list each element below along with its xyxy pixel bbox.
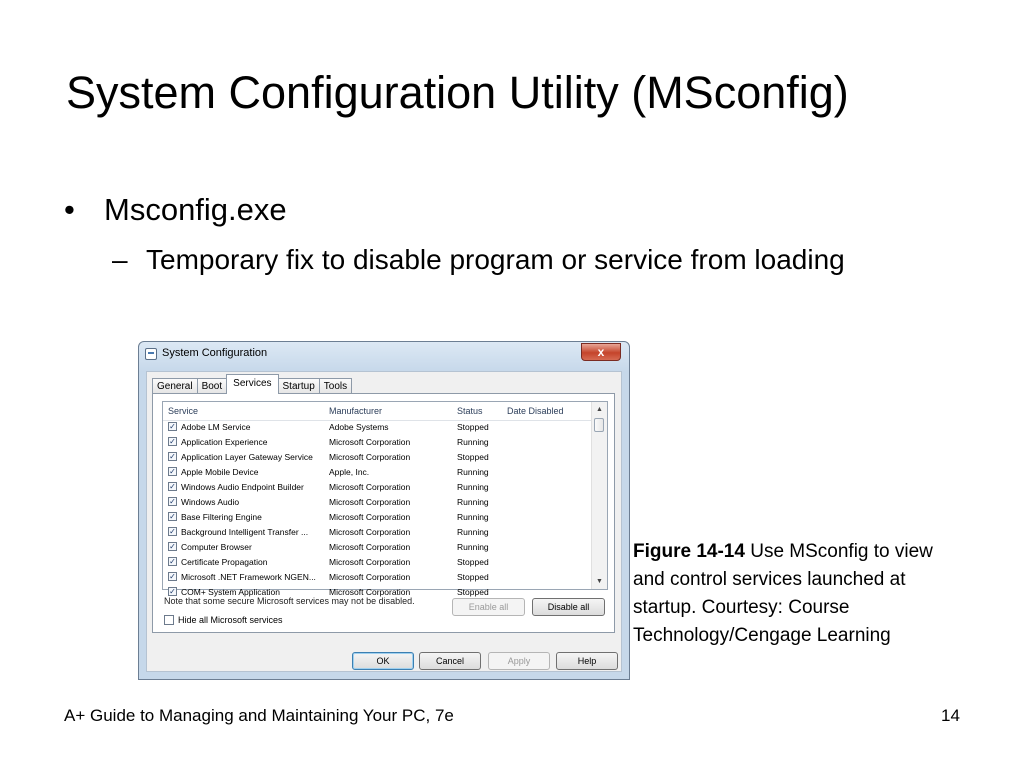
tab-services[interactable]: Services [226,374,278,394]
service-status: Running [457,527,489,537]
service-name: Microsoft .NET Framework NGEN... [181,572,316,582]
services-list-header [163,402,593,421]
figure-caption-text: Use MSconfig to view and control services launched at startup. Courtesy: Course Technology/Cengage Learning [633,541,933,646]
window-client-area [146,371,622,672]
service-manufacturer: Adobe Systems [329,422,389,432]
service-row[interactable] [163,570,593,585]
service-manufacturer: Microsoft Corporation [329,557,411,567]
hide-microsoft-services-checkbox[interactable] [164,615,174,625]
service-row[interactable] [163,510,593,525]
service-name: Application Experience [181,437,268,447]
footer-book-title: A+ Guide to Managing and Maintaining Your PC, 7e [64,706,454,725]
service-status: Running [457,512,489,522]
scroll-up-arrow-icon[interactable]: ▲ [596,406,603,413]
apply-button[interactable]: Apply [488,652,550,670]
service-status: Running [457,482,489,492]
sub-bullet-text: Temporary fix to disable program or service from loading [146,244,845,275]
system-configuration-window [138,341,630,680]
service-checkbox[interactable]: ✓ [169,557,176,566]
service-manufacturer: Microsoft Corporation [329,527,411,537]
service-status: Running [457,497,489,507]
slide-title: System Configuration Utility (MSconfig) [66,67,849,118]
service-name: Application Layer Gateway Service [181,452,313,462]
service-row[interactable] [163,495,593,510]
service-manufacturer: Apple, Inc. [329,467,370,477]
sub-bullet-dash: – [112,244,128,275]
service-name: Certificate Propagation [181,557,268,567]
service-name: Base Filtering Engine [181,512,262,522]
enable-all-button[interactable]: Enable all [452,598,525,616]
service-status: Running [457,542,489,552]
service-status: Stopped [457,557,489,567]
service-row[interactable] [163,420,593,435]
service-checkbox[interactable]: ✓ [169,467,176,476]
service-checkbox[interactable]: ✓ [169,512,176,521]
services-tab-panel [152,393,615,633]
service-manufacturer: Microsoft Corporation [329,452,411,462]
service-name: COM+ System Application [181,587,280,597]
tab-general[interactable]: General [152,378,198,394]
service-name: Background Intelligent Transfer ... [181,527,309,537]
service-status: Stopped [457,452,489,462]
service-checkbox[interactable]: ✓ [169,542,176,551]
service-row[interactable] [163,555,593,570]
service-status: Stopped [457,422,489,432]
window-title: System Configuration [162,347,268,359]
msconfig-app-icon [145,348,157,360]
help-button[interactable]: Help [556,652,618,670]
service-row[interactable] [163,540,593,555]
service-manufacturer: Microsoft Corporation [329,512,411,522]
service-checkbox[interactable]: ✓ [169,422,176,431]
service-row[interactable] [163,435,593,450]
column-header-manufacturer[interactable]: Manufacturer [329,406,383,416]
service-manufacturer: Microsoft Corporation [329,482,411,492]
service-row[interactable] [163,450,593,465]
service-status: Running [457,437,489,447]
service-manufacturer: Microsoft Corporation [329,437,411,447]
bullet-mark: • [64,192,75,227]
service-manufacturer: Microsoft Corporation [329,497,411,507]
scroll-thumb[interactable] [594,418,604,432]
column-header-status[interactable]: Status [457,406,483,416]
bullet-text: Msconfig.exe [104,192,287,227]
ok-button[interactable]: OK [352,652,414,670]
service-name: Windows Audio [181,497,240,507]
service-status: Stopped [457,572,489,582]
column-header-service[interactable]: Service [168,406,199,416]
services-list [162,401,608,597]
window-titlebar[interactable] [139,342,629,368]
service-checkbox[interactable]: ✓ [169,482,176,491]
service-checkbox[interactable]: ✓ [169,437,176,446]
tab-boot[interactable]: Boot [197,378,228,394]
page-number: 14 [941,706,960,725]
service-name: Windows Audio Endpoint Builder [181,482,304,492]
scroll-down-arrow-icon[interactable]: ▼ [596,578,603,585]
service-checkbox[interactable]: ✓ [169,452,176,461]
service-checkbox[interactable]: ✓ [169,527,176,536]
service-checkbox[interactable]: ✓ [169,497,176,506]
tab-tools[interactable]: Tools [319,378,352,394]
service-row[interactable] [163,465,593,480]
figure-caption [633,538,968,650]
services-rows [163,420,593,600]
tab-strip [152,375,351,394]
column-header-date-disabled[interactable]: Date Disabled [507,406,564,416]
service-checkbox[interactable]: ✓ [169,572,176,581]
service-manufacturer: Microsoft Corporation [329,587,411,597]
service-name: Adobe LM Service [181,422,251,432]
service-status: Running [457,467,489,477]
service-row[interactable] [163,480,593,495]
figure-label: Figure 14-14 [633,541,745,562]
cancel-button[interactable]: Cancel [419,652,481,670]
service-manufacturer: Microsoft Corporation [329,542,411,552]
service-manufacturer: Microsoft Corporation [329,572,411,582]
disable-all-button[interactable]: Disable all [532,598,605,616]
hide-microsoft-services-label[interactable]: Hide all Microsoft services [178,615,283,625]
service-status: Stopped [457,587,489,597]
services-scrollbar[interactable] [591,402,607,589]
sub-bullet [112,240,906,280]
service-name: Computer Browser [181,542,252,552]
bullet-msconfig [64,192,287,228]
tab-startup[interactable]: Startup [278,378,320,394]
secure-services-note: Note that some secure Microsoft services may not be disabled. [164,596,415,606]
service-checkbox[interactable]: ✓ [169,587,176,596]
service-name: Apple Mobile Device [181,467,259,477]
service-row[interactable] [163,525,593,540]
window-close-button[interactable]: x [581,343,621,361]
